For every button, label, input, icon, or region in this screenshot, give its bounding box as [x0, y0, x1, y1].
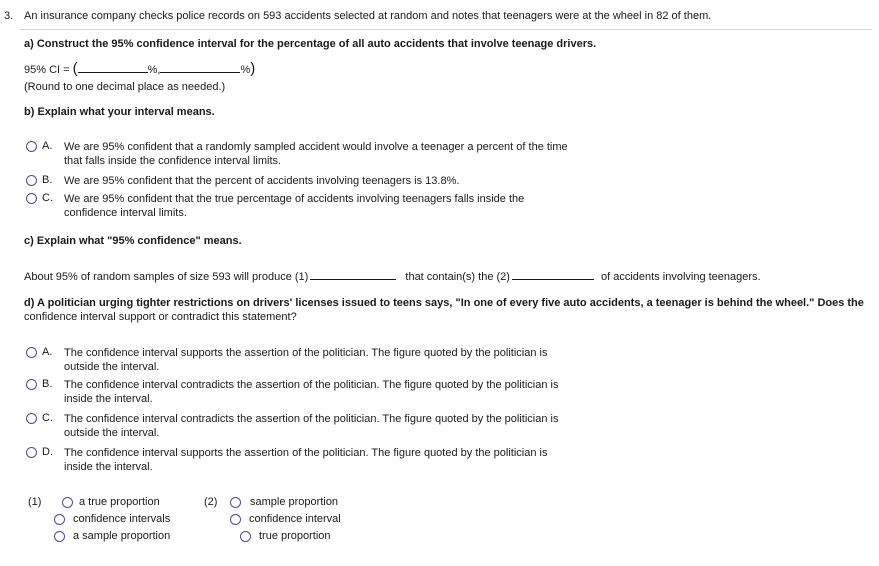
option-line: We are 95% confident that the percent of accidents involving teenagers is 13.8%. [64, 175, 460, 187]
option-d-c-text [64, 412, 558, 440]
option-line: outside the interval. [64, 427, 160, 439]
percent-sign-2: % [240, 64, 251, 76]
sentence-end: of accidents involving teenagers. [601, 271, 761, 283]
choice-2-radio[interactable] [240, 531, 251, 542]
option-letter: C. [42, 412, 53, 424]
option-line: We are 95% confident that the true percentage of accidents involving teenagers falls inside the [64, 193, 525, 205]
part-d-prompt-2: confidence interval support or contradict this statement? [24, 311, 297, 323]
option-line: The confidence interval supports the assertion of the politician. The figure quoted by the politician is [64, 447, 548, 459]
choice-2-text: confidence interval [249, 513, 341, 525]
round-note: (Round to one decimal place as needed.) [24, 81, 226, 93]
header-divider [20, 29, 872, 30]
option-letter: A. [42, 140, 53, 152]
sentence-row [24, 271, 761, 283]
choice-1-radio[interactable] [54, 531, 65, 542]
part-b-prompt: b) Explain what your interval means. [24, 106, 215, 118]
choices-2-label: (2) [204, 496, 218, 508]
choice-1-text: a sample proportion [73, 530, 171, 542]
option-line: outside the interval. [64, 361, 160, 373]
option-letter: B. [42, 378, 53, 390]
blank-2-input[interactable] [512, 279, 594, 280]
option-line: confidence interval limits. [64, 207, 187, 219]
option-b-b-text [64, 174, 459, 188]
option-letter: C. [42, 192, 53, 204]
option-d-a-text [64, 346, 547, 374]
option-d-b-radio[interactable] [26, 379, 37, 390]
choice-1-text: a true proportion [79, 496, 160, 508]
option-b-a-text [64, 140, 568, 168]
option-d-a-radio[interactable] [26, 347, 37, 358]
open-paren: ( [72, 60, 78, 77]
option-line: inside the interval. [64, 461, 153, 473]
option-line: We are 95% confident that a randomly sampled accident would involve a teenager a percent of the time [64, 141, 568, 153]
choice-2-text: true proportion [259, 530, 331, 542]
option-line: that falls inside the confidence interval limits. [64, 155, 282, 167]
question-text: An insurance company checks police records on 593 accidents selected at random and notes that teenagers were at the wheel in 82 of them. [24, 10, 712, 22]
option-letter: B. [42, 174, 53, 186]
blank-1-input[interactable] [310, 279, 396, 280]
option-b-c-radio[interactable] [26, 193, 37, 204]
ci-upper-input[interactable] [160, 72, 240, 73]
option-b-c-text [64, 192, 524, 220]
option-d-c-radio[interactable] [26, 413, 37, 424]
ci-label: 95% CI = [24, 64, 70, 76]
sentence-mid: that contain(s) the (2) [405, 271, 510, 283]
choices-1-label: (1) [28, 496, 42, 508]
ci-answer-row [24, 60, 256, 77]
option-letter: D. [42, 446, 53, 458]
choice-2-radio[interactable] [230, 514, 241, 525]
option-b-b-radio[interactable] [26, 175, 37, 186]
sentence-start: About 95% of random samples of size 593 will produce (1) [24, 271, 309, 283]
choice-2-radio[interactable] [230, 497, 241, 508]
option-d-b-text [64, 378, 558, 406]
choice-2-text: sample proportion [250, 496, 339, 508]
option-b-a-radio[interactable] [26, 141, 37, 152]
part-a-prompt: a) Construct the 95% confidence interval for the percentage of all auto accidents that involve teenage drivers. [24, 38, 597, 50]
choice-1-text: confidence intervals [73, 513, 171, 525]
percent-sign-1: %, [147, 64, 161, 76]
question-number: 3. [4, 10, 14, 22]
option-line: The confidence interval contradicts the assertion of the politician. The figure quoted by the politician is [64, 379, 559, 391]
part-c-prompt: c) Explain what "95% confidence" means. [24, 235, 242, 247]
option-line: The confidence interval contradicts the assertion of the politician. The figure quoted by the politician is [64, 413, 559, 425]
option-line: inside the interval. [64, 393, 153, 405]
close-paren: ) [250, 60, 256, 77]
choice-1-radio[interactable] [54, 514, 65, 525]
choice-1-radio[interactable] [62, 497, 73, 508]
option-d-d-text [64, 446, 547, 474]
part-d-prompt-1: d) A politician urging tighter restrictions on drivers' licenses issued to teens says, "In one of every five auto accidents, a teenager is behind the wheel." Does the [24, 297, 864, 309]
option-letter: A. [42, 346, 53, 358]
option-line: The confidence interval supports the assertion of the politician. The figure quoted by the politician is [64, 347, 548, 359]
option-d-d-radio[interactable] [26, 447, 37, 458]
ci-lower-input[interactable] [78, 72, 148, 73]
